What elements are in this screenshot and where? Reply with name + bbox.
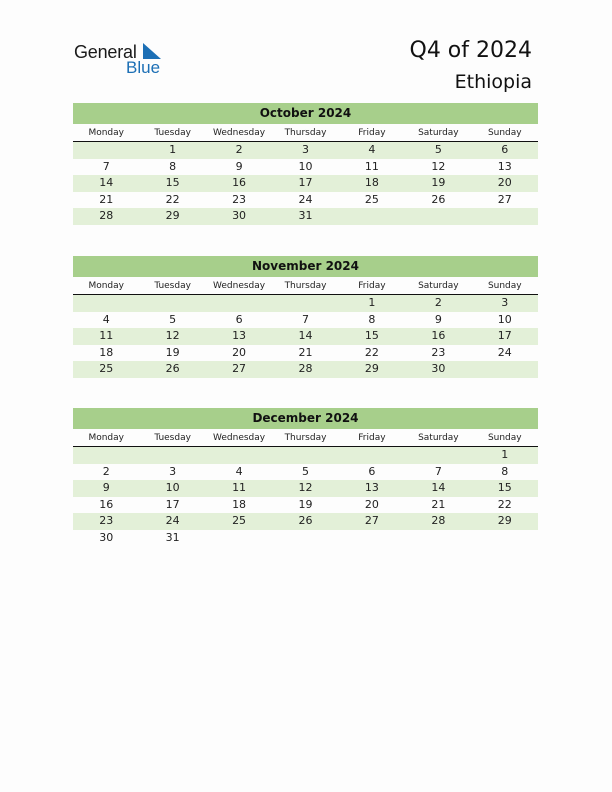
weekday-label: Saturday xyxy=(418,281,459,291)
day-cell: 15 xyxy=(497,481,512,495)
day-cell: 18 xyxy=(232,497,247,511)
day-cell: 20 xyxy=(364,497,379,511)
day-cell: 10 xyxy=(298,159,313,173)
week-row xyxy=(73,464,538,481)
day-cell: 14 xyxy=(431,481,446,495)
day-cell: 17 xyxy=(298,176,313,190)
day-cell xyxy=(73,447,139,464)
day-cell: 25 xyxy=(99,362,114,376)
day-cell xyxy=(139,447,205,464)
day-cell: 19 xyxy=(298,497,313,511)
day-cell: 5 xyxy=(434,143,442,156)
day-cell xyxy=(272,295,338,312)
week-row xyxy=(73,513,538,530)
day-cell: 25 xyxy=(364,192,379,206)
day-cell: 23 xyxy=(232,192,247,206)
day-cell: 6 xyxy=(501,143,509,156)
day-cell: 28 xyxy=(99,209,114,223)
week-row xyxy=(73,361,538,378)
day-cell: 18 xyxy=(99,345,114,359)
day-cell: 12 xyxy=(165,329,180,343)
month-calendar-november xyxy=(73,256,538,378)
day-cell: 17 xyxy=(497,329,512,343)
weekday-label: Thursday xyxy=(284,128,327,138)
day-cell: 4 xyxy=(235,464,243,478)
weekday-label: Monday xyxy=(88,281,124,291)
day-cell xyxy=(73,142,139,159)
day-cell: 19 xyxy=(165,345,180,359)
weekday-label: Tuesday xyxy=(154,128,191,138)
day-cell: 16 xyxy=(99,497,114,511)
week-row xyxy=(73,530,538,547)
day-cell: 31 xyxy=(298,209,313,223)
generalblue-logo xyxy=(74,42,174,78)
day-cell: 16 xyxy=(232,176,247,190)
weekday-label: Friday xyxy=(358,281,386,291)
day-cell: 30 xyxy=(232,209,247,223)
week-row xyxy=(73,328,538,345)
day-cell: 30 xyxy=(99,530,114,544)
logo-triangle-icon xyxy=(141,43,163,59)
month-title: October 2024 xyxy=(73,103,538,124)
week-row xyxy=(73,345,538,362)
weekday-label: Sunday xyxy=(487,281,522,291)
day-cell xyxy=(472,530,538,547)
day-cell xyxy=(272,530,338,547)
day-cell xyxy=(339,447,405,464)
weekday-label: Friday xyxy=(358,128,386,138)
day-cell: 20 xyxy=(232,345,247,359)
day-cell xyxy=(206,295,272,312)
day-cell xyxy=(472,208,538,225)
day-cell: 12 xyxy=(431,159,446,173)
day-cell: 28 xyxy=(431,514,446,528)
week-row xyxy=(73,295,538,312)
day-cell: 15 xyxy=(165,176,180,190)
day-cell: 13 xyxy=(497,159,512,173)
week-row xyxy=(73,208,538,225)
day-cell: 29 xyxy=(364,362,379,376)
day-cell: 21 xyxy=(99,192,114,206)
day-cell xyxy=(472,361,538,378)
day-cell: 22 xyxy=(497,497,512,511)
day-cell: 10 xyxy=(497,312,512,326)
day-cell: 26 xyxy=(165,362,180,376)
week-row xyxy=(73,447,538,464)
weekday-label: Monday xyxy=(88,128,124,138)
day-cell: 7 xyxy=(102,159,110,173)
month-title: December 2024 xyxy=(73,408,538,429)
day-cell: 24 xyxy=(165,514,180,528)
day-cell: 8 xyxy=(169,159,177,173)
day-cell: 7 xyxy=(301,312,309,326)
day-cell: 27 xyxy=(364,514,379,528)
day-cell: 6 xyxy=(235,312,243,326)
day-cell: 3 xyxy=(301,143,309,156)
day-cell: 27 xyxy=(232,362,247,376)
weekday-header-row xyxy=(73,124,538,142)
day-cell: 1 xyxy=(368,296,376,309)
day-cell: 26 xyxy=(431,192,446,206)
day-cell: 11 xyxy=(99,329,114,343)
weekday-label: Tuesday xyxy=(154,281,191,291)
day-cell: 2 xyxy=(102,464,110,478)
day-cell: 16 xyxy=(431,329,446,343)
day-cell: 13 xyxy=(232,329,247,343)
day-cell: 11 xyxy=(364,159,379,173)
weekday-label: Wednesday xyxy=(213,281,266,291)
day-cell: 3 xyxy=(169,464,177,478)
day-cell: 4 xyxy=(102,312,110,326)
day-cell: 10 xyxy=(165,481,180,495)
week-row xyxy=(73,312,538,329)
day-cell: 9 xyxy=(102,481,110,495)
day-cell: 24 xyxy=(298,192,313,206)
week-row xyxy=(73,480,538,497)
day-cell xyxy=(73,295,139,312)
weekday-label: Monday xyxy=(88,433,124,443)
day-cell: 7 xyxy=(434,464,442,478)
day-cell: 20 xyxy=(497,176,512,190)
day-cell: 5 xyxy=(169,312,177,326)
day-cell xyxy=(272,447,338,464)
weekday-label: Thursday xyxy=(284,433,327,443)
day-cell: 5 xyxy=(301,464,309,478)
day-cell: 6 xyxy=(368,464,376,478)
day-cell: 30 xyxy=(431,362,446,376)
weekday-label: Friday xyxy=(358,433,386,443)
day-cell xyxy=(206,447,272,464)
day-cell: 9 xyxy=(434,312,442,326)
weekday-label: Wednesday xyxy=(213,128,266,138)
month-calendar-december xyxy=(73,408,538,547)
day-cell: 8 xyxy=(501,464,509,478)
day-cell: 19 xyxy=(431,176,446,190)
day-cell: 21 xyxy=(298,345,313,359)
day-cell: 14 xyxy=(99,176,114,190)
logo-text-blue: Blue xyxy=(126,58,161,77)
weekday-label: Saturday xyxy=(418,128,459,138)
day-cell xyxy=(405,208,471,225)
day-cell: 17 xyxy=(165,497,180,511)
day-cell: 2 xyxy=(235,143,243,156)
day-cell: 28 xyxy=(298,362,313,376)
month-calendar-october xyxy=(73,103,538,225)
day-cell: 11 xyxy=(232,481,247,495)
day-cell: 14 xyxy=(298,329,313,343)
day-cell xyxy=(405,447,471,464)
day-cell: 9 xyxy=(235,159,243,173)
day-cell: 1 xyxy=(169,143,177,156)
weekday-header-row xyxy=(73,429,538,447)
day-cell: 27 xyxy=(497,192,512,206)
weekday-label: Wednesday xyxy=(213,433,266,443)
weekday-label: Thursday xyxy=(284,281,327,291)
weekday-label: Saturday xyxy=(418,433,459,443)
day-cell xyxy=(139,295,205,312)
weekday-label: Sunday xyxy=(487,128,522,138)
day-cell xyxy=(405,530,471,547)
day-cell: 3 xyxy=(501,296,509,309)
day-cell: 8 xyxy=(368,312,376,326)
day-cell: 2 xyxy=(434,296,442,309)
logo-text-general: General xyxy=(74,42,137,62)
week-row xyxy=(73,497,538,514)
day-cell: 23 xyxy=(99,514,114,528)
quarter-title: Q4 of 2024 xyxy=(409,38,532,63)
day-cell: 25 xyxy=(232,514,247,528)
country-title: Ethiopia xyxy=(454,71,532,93)
day-cell xyxy=(339,208,405,225)
day-cell: 26 xyxy=(298,514,313,528)
day-cell: 4 xyxy=(368,143,376,156)
day-cell: 23 xyxy=(431,345,446,359)
month-title: November 2024 xyxy=(73,256,538,277)
day-cell: 31 xyxy=(165,530,180,544)
day-cell: 22 xyxy=(165,192,180,206)
day-cell: 15 xyxy=(364,329,379,343)
week-row xyxy=(73,142,538,159)
day-cell: 24 xyxy=(497,345,512,359)
weekday-header-row xyxy=(73,277,538,295)
weekday-label: Tuesday xyxy=(154,433,191,443)
day-cell: 29 xyxy=(165,209,180,223)
day-cell xyxy=(339,530,405,547)
week-row xyxy=(73,159,538,176)
day-cell: 13 xyxy=(364,481,379,495)
day-cell: 21 xyxy=(431,497,446,511)
day-cell: 1 xyxy=(501,448,509,461)
day-cell: 29 xyxy=(497,514,512,528)
day-cell: 22 xyxy=(364,345,379,359)
day-cell: 12 xyxy=(298,481,313,495)
day-cell: 18 xyxy=(364,176,379,190)
week-row xyxy=(73,192,538,209)
week-row xyxy=(73,175,538,192)
day-cell xyxy=(206,530,272,547)
weekday-label: Sunday xyxy=(487,433,522,443)
